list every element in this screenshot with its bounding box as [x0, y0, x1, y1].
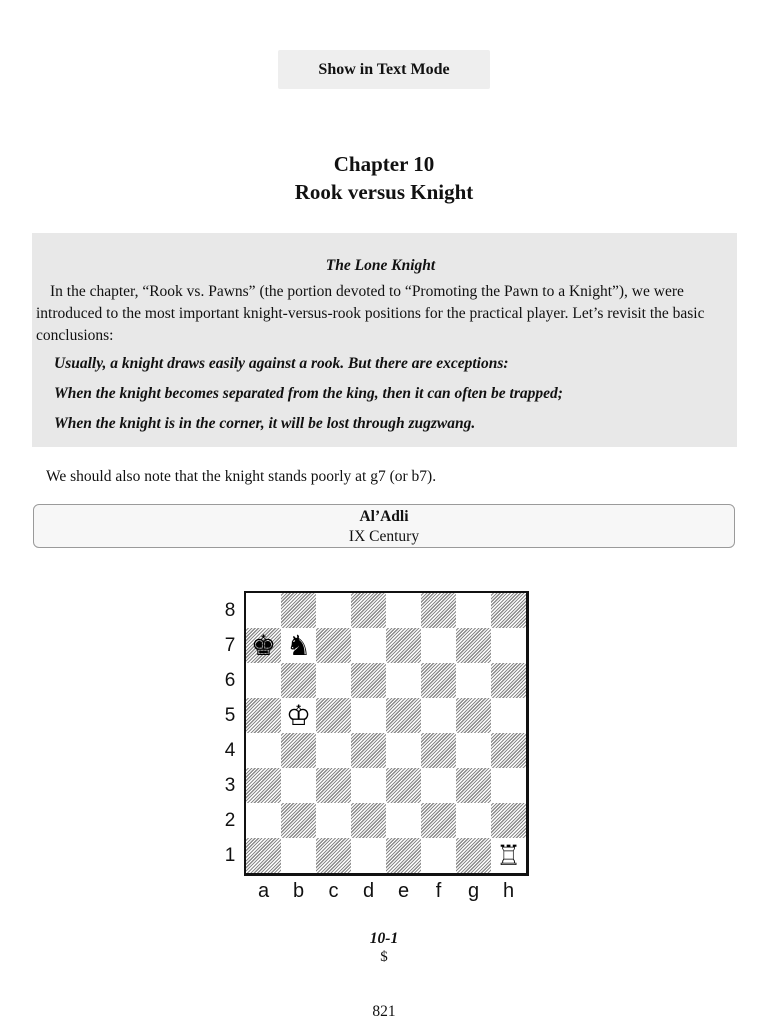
square-b4	[281, 733, 316, 768]
square-h2	[491, 803, 526, 838]
square-d4	[351, 733, 386, 768]
square-f6	[421, 663, 456, 698]
square-b3	[281, 768, 316, 803]
body-note: We should also note that the knight stands poorly at g7 (or b7).	[46, 468, 437, 485]
square-e1	[386, 838, 421, 873]
square-g7	[456, 628, 491, 663]
chapter-title: Rook versus Knight	[294, 180, 474, 204]
game-player: Al’Adli	[359, 508, 409, 525]
square-b6	[281, 663, 316, 698]
game-era: IX Century	[348, 528, 420, 545]
square-f4	[421, 733, 456, 768]
square-g4	[456, 733, 491, 768]
square-d8	[351, 593, 386, 628]
conclusion-2: When the knight becomes separated from the king, then it can often be trapped;	[54, 385, 563, 402]
square-d6	[351, 663, 386, 698]
file-label-g: g	[467, 880, 480, 902]
chapter-heading	[0, 150, 768, 206]
square-e3	[386, 768, 421, 803]
square-h4	[491, 733, 526, 768]
black-king-icon	[246, 628, 281, 663]
square-f2	[421, 803, 456, 838]
square-c4	[316, 733, 351, 768]
white-king-icon	[281, 698, 316, 733]
square-e2	[386, 803, 421, 838]
file-label-f: f	[435, 880, 442, 902]
rank-label-1: 1	[224, 845, 236, 866]
file-label-c: c	[328, 880, 339, 902]
box-paragraph: In the chapter, “Rook vs. Pawns” (the portion devoted to “Promoting the Pawn to a Knight”), we were introduced to the most important knight-versus-rook positions for the practical player. Let’s revisit the basic conclusions:	[36, 283, 705, 344]
square-d5	[351, 698, 386, 733]
file-label-b: b	[292, 880, 305, 902]
square-f3	[421, 768, 456, 803]
file-label-h: h	[502, 880, 515, 902]
square-e6	[386, 663, 421, 698]
square-b1	[281, 838, 316, 873]
show-in-text-mode-button[interactable]: Show in Text Mode	[278, 50, 490, 89]
square-e5	[386, 698, 421, 733]
square-f1	[421, 838, 456, 873]
white-rook-icon	[491, 838, 526, 873]
box-heading: The Lone Knight	[325, 257, 436, 274]
square-a2	[246, 803, 281, 838]
white-king-glyph: ♔	[285, 699, 312, 732]
square-e8	[386, 593, 421, 628]
square-d3	[351, 768, 386, 803]
square-a5	[246, 698, 281, 733]
square-a3	[246, 768, 281, 803]
square-g6	[456, 663, 491, 698]
black-king-glyph: ♚	[250, 629, 277, 662]
file-label-e: e	[397, 880, 410, 902]
square-c5	[316, 698, 351, 733]
square-h7	[491, 628, 526, 663]
file-label-d: d	[362, 880, 375, 902]
square-c3	[316, 768, 351, 803]
square-g3	[456, 768, 491, 803]
chess-diagram	[216, 588, 526, 918]
diagram-number: 10-1	[369, 930, 399, 947]
square-g2	[456, 803, 491, 838]
square-e7	[386, 628, 421, 663]
white-rook-glyph: ♖	[495, 839, 522, 872]
square-g1	[456, 838, 491, 873]
chess-board	[244, 591, 529, 876]
square-g5	[456, 698, 491, 733]
square-c2	[316, 803, 351, 838]
black-knight-glyph: ♞	[285, 629, 312, 662]
square-c8	[316, 593, 351, 628]
summary-box	[32, 233, 737, 447]
square-f8	[421, 593, 456, 628]
square-a1	[246, 838, 281, 873]
rank-label-4: 4	[224, 740, 236, 761]
rank-label-2: 2	[224, 810, 236, 831]
rank-label-8: 8	[224, 600, 236, 621]
square-d7	[351, 628, 386, 663]
rank-label-6: 6	[224, 670, 236, 691]
square-a6	[246, 663, 281, 698]
square-a4	[246, 733, 281, 768]
square-f5	[421, 698, 456, 733]
rank-label-5: 5	[224, 705, 236, 726]
square-h3	[491, 768, 526, 803]
square-d1	[351, 838, 386, 873]
square-h6	[491, 663, 526, 698]
square-c7	[316, 628, 351, 663]
rank-label-3: 3	[224, 775, 236, 796]
diagram-symbol: $	[380, 949, 388, 965]
square-f7	[421, 628, 456, 663]
square-e4	[386, 733, 421, 768]
chapter-number: Chapter 10	[333, 152, 435, 176]
square-c1	[316, 838, 351, 873]
square-b8	[281, 593, 316, 628]
game-header	[33, 504, 735, 548]
square-h8	[491, 593, 526, 628]
black-knight-icon	[281, 628, 316, 663]
conclusion-1: Usually, a knight draws easily against a rook. But there are exceptions:	[54, 355, 509, 372]
file-label-a: a	[257, 880, 270, 902]
page-number: 821	[372, 1003, 396, 1020]
square-a8	[246, 593, 281, 628]
square-h5	[491, 698, 526, 733]
square-b2	[281, 803, 316, 838]
square-d2	[351, 803, 386, 838]
conclusion-3: When the knight is in the corner, it will be lost through zugzwang.	[54, 415, 476, 432]
square-c6	[316, 663, 351, 698]
square-g8	[456, 593, 491, 628]
rank-label-7: 7	[224, 635, 236, 656]
